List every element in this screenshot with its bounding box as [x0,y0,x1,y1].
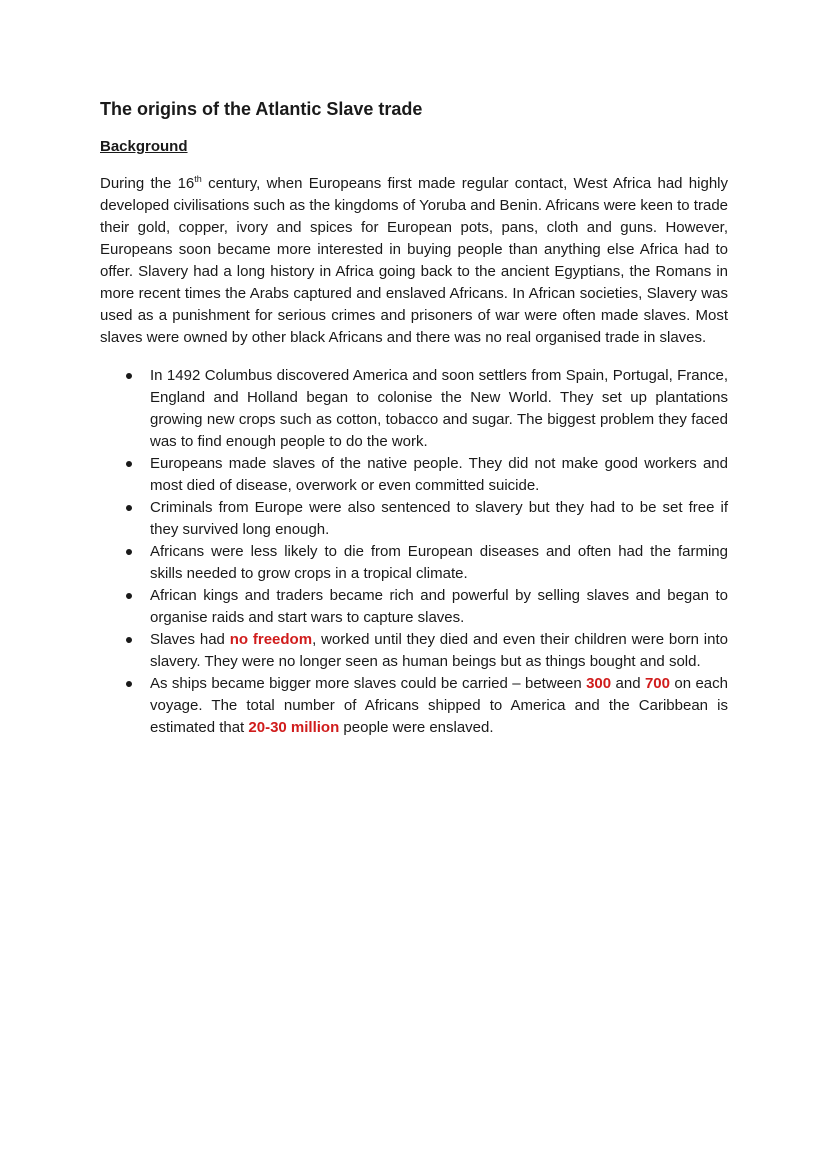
bullet-text: Criminals from Europe were also sentenced to slavery but they had to be set free if they survived long enough. [150,499,728,538]
bullet-icon [126,549,132,555]
bullet-text: In 1492 Columbus discovered America and soon settlers from Spain, Portugal, France, England and Holland began to colonise the New World. They set up plantations growing new crops such as cotton, tobacco and sugar. The biggest problem they faced was to find enough people to do the work. [150,367,728,450]
bullet-icon [126,681,132,687]
bullet-item-columbus [150,365,728,453]
bullet-text-mid: on each voyage. The total number of Africans shipped to America and the Caribbean is estimated that [150,675,728,736]
bullet-item-ships [150,673,728,739]
intro-text-rest: century, when Europeans first made regular contact, West Africa had highly developed civilisations such as the kingdoms of Yoruba and Benin. Africans were keen to trade their gold, copper, ivory and spices for European pots, pans, cloth and guns. However, Europeans soon became more interested in buying people than anything else Africa had to offer. Slavery had a long history in Africa going back to the ancient Egyptians, the Romans in more recent times the Arabs captured and enslaved Africans. In African societies, Slavery was used as a punishment for serious crimes and prisoners of war were often made slaves. Most slaves were owned by other black Africans and there was no real organised trade in slaves. [100,175,728,346]
highlight-300: 300 [586,675,612,692]
bullet-text-pre: Slaves had [150,631,230,648]
bullet-icon [126,637,132,643]
bullet-text-mid: and [611,675,645,692]
ordinal-superscript: th [194,174,202,184]
bullet-icon [126,593,132,599]
highlight-no-freedom: no freedom [229,631,313,648]
bullet-text: African kings and traders became rich and powerful by selling slaves and began to organise raids and start wars to capture slaves. [150,587,728,626]
bullet-text-post: people were enslaved. [339,719,494,736]
bullet-item-criminals [150,497,728,541]
section-heading-background: Background [100,138,188,155]
bullet-item-diseases [150,541,728,585]
highlight-20-30-million: 20-30 million [248,719,340,736]
bullet-item-kings-traders [150,585,728,629]
highlight-700: 700 [644,675,670,692]
bullet-text: Europeans made slaves of the native people. They did not make good workers and most died of disease, overwork or even committed suicide. [150,455,728,494]
bullet-list [100,365,728,739]
document-title: The origins of the Atlantic Slave trade [100,99,423,119]
bullet-text: Africans were less likely to die from European diseases and often had the farming skills needed to grow crops in a tropical climate. [150,543,728,582]
bullet-text-pre: As ships became bigger more slaves could be carried – between [150,675,587,692]
intro-text-start: During the 16 [100,175,195,192]
intro-paragraph [100,173,728,349]
bullet-icon [126,461,132,467]
bullet-item-no-freedom [150,629,728,673]
bullet-item-native-people [150,453,728,497]
document-page [100,97,728,739]
bullet-text-post: , worked until they died and even their children were born into slavery. They were no longer seen as human beings but as things bought and sold. [150,631,728,670]
bullet-icon [126,373,132,379]
bullet-icon [126,505,132,511]
